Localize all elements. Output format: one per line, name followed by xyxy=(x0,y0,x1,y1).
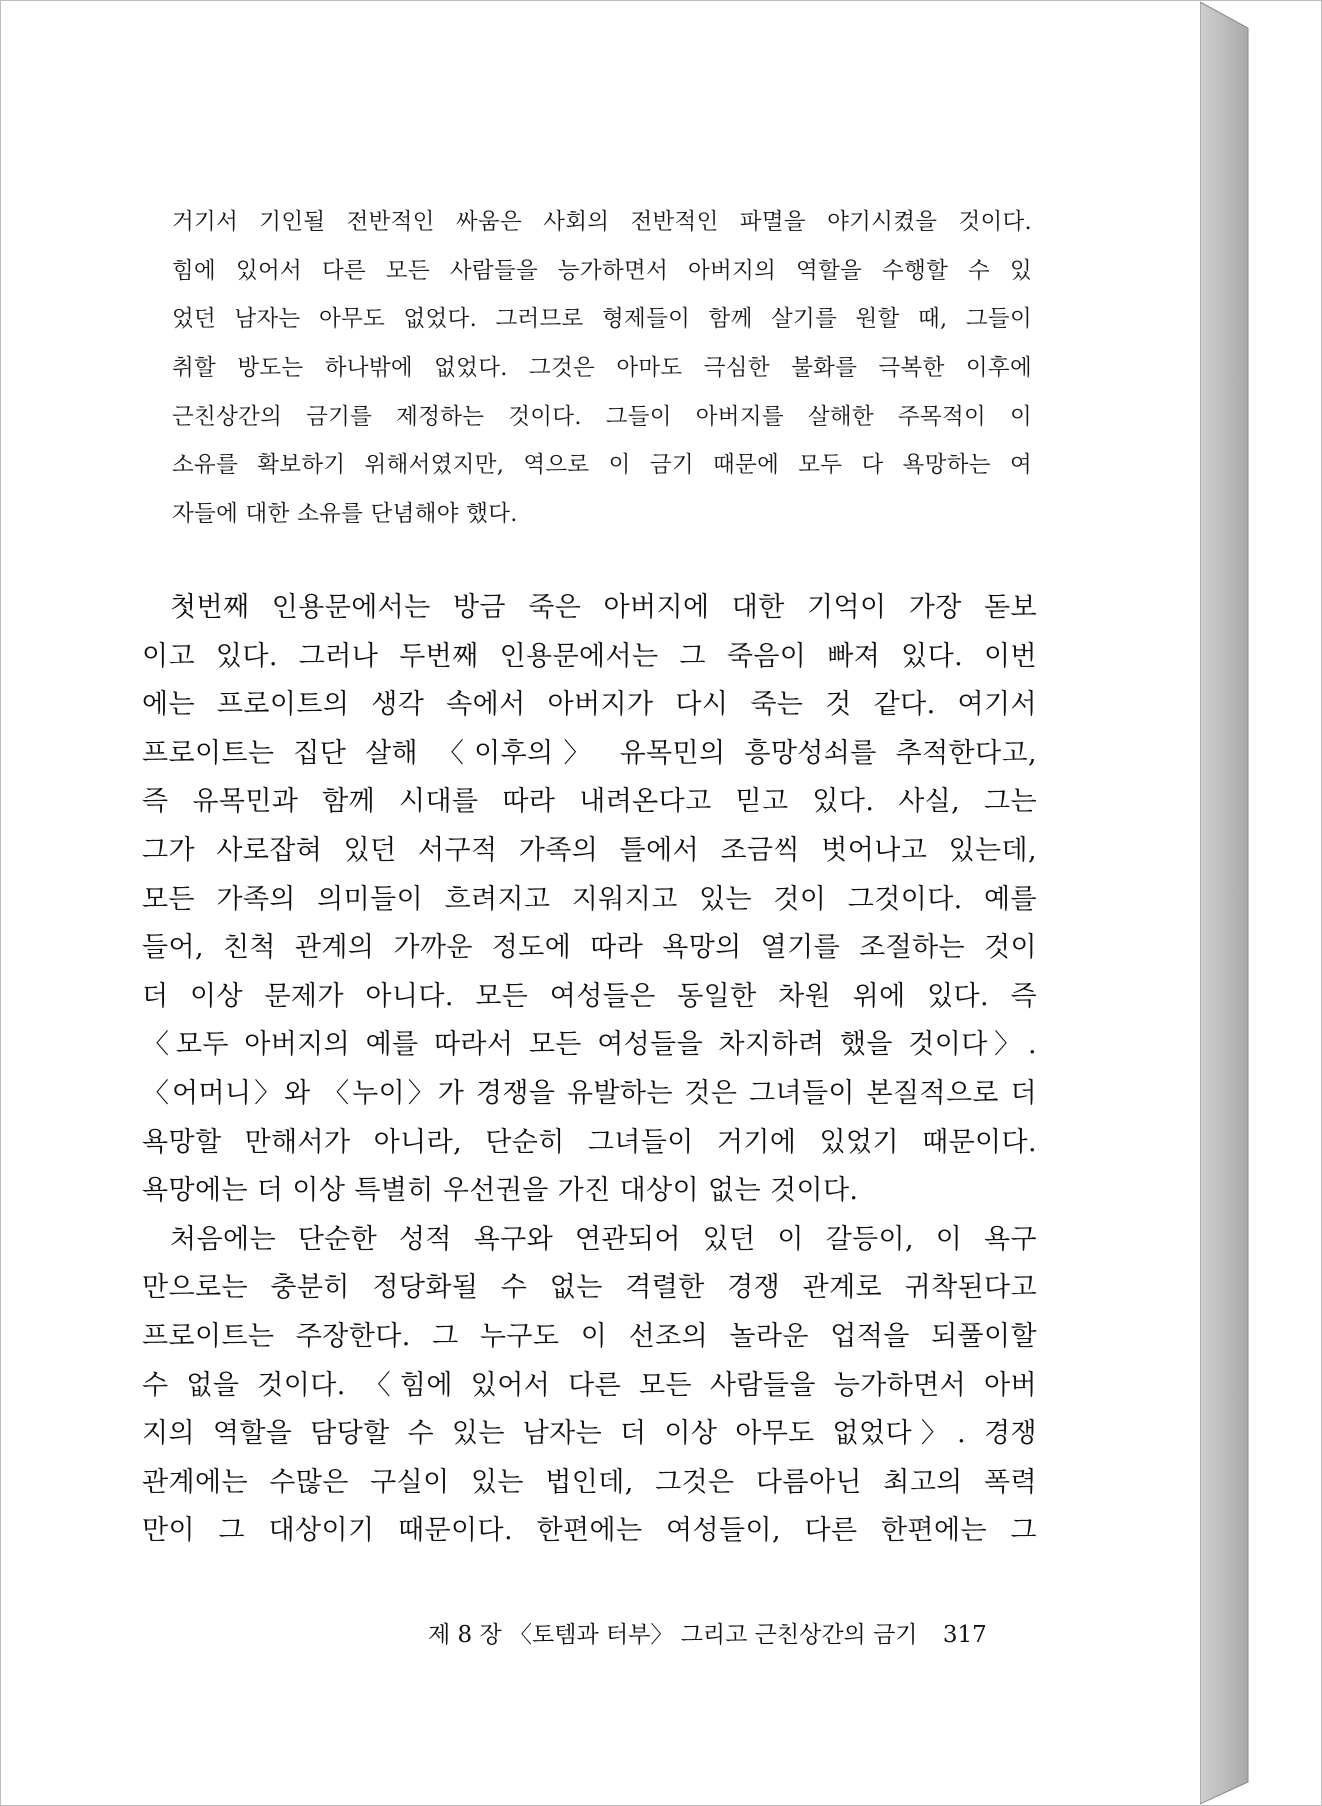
paragraph-line: 들어, 친척 관계의 가까운 정도에 따라 욕망의 열기를 조절하는 것이 xyxy=(142,932,1037,964)
quote-line: 자들에 대한 소유를 단념해야 했다. xyxy=(172,501,518,528)
quote-line: 취할 방도는 하나밖에 없었다. 그것은 아마도 극심한 불화를 극복한 이후에 xyxy=(172,355,1032,382)
paragraph-line: 프로이트는 집단 살해 〈이후의〉 유목민의 흥망성쇠를 추적한다고, xyxy=(142,737,1037,769)
book-page-edge xyxy=(1200,0,1250,1806)
paragraph-line: 관계에는 수많은 구실이 있는 법인데, 그것은 다름아닌 최고의 폭력 xyxy=(142,1466,1037,1498)
quote-line: 근친상간의 금기를 제정하는 것이다. 그들이 아버지를 살해한 주목적이 이 xyxy=(172,403,1032,430)
quote-line: 거기서 기인될 전반적인 싸움은 사회의 전반적인 파멸을 야기시켰을 것이다. xyxy=(172,209,1032,235)
quote-line: 소유를 확보하기 위해서였지만, 역으로 이 금기 때문에 모두 다 욕망하는 여 xyxy=(172,452,1032,479)
paragraph-line: 더 이상 문제가 아니다. 모든 여성들은 동일한 차원 위에 있다. 즉 xyxy=(142,980,1037,1012)
running-footer xyxy=(428,1616,1008,1649)
paragraph-line: 만이 그 대상이기 때문이다. 한편에는 여성들이, 다른 한편에는 그 xyxy=(142,1515,1037,1547)
running-title: 제 8 장 〈토템과 터부〉 그리고 근친상간의 금기 xyxy=(428,1622,918,1648)
paragraph-line: 수 없을 것이다. 〈힘에 있어서 다른 모든 사람들을 능가하면서 아버 xyxy=(142,1369,1037,1401)
paragraph-line: 지의 역할을 담당할 수 있는 남자는 더 이상 아무도 없었다〉. 경쟁 xyxy=(142,1418,1037,1450)
paragraph-line: 욕망할 만해서가 아니라, 단순히 그녀들이 거기에 있었기 때문이다. xyxy=(142,1126,1037,1158)
paragraph-line: 〈모두 아버지의 예를 따라서 모든 여성들을 차지하려 했을 것이다〉. xyxy=(142,1029,1037,1061)
paragraph-line: 만으로는 충분히 정당화될 수 없는 격렬한 경쟁 관계로 귀착된다고 xyxy=(142,1272,1037,1304)
paragraph-line: 〈어머니〉와 〈누이〉가 경쟁을 유발하는 것은 그녀들이 본질적으로 더 xyxy=(142,1077,1037,1109)
paragraph-line: 처음에는 단순한 성적 욕구와 연관되어 있던 이 갈등이, 이 욕구 xyxy=(170,1223,1037,1255)
quote-line: 었던 남자는 아무도 없었다. 그러므로 형제들이 함께 살기를 원할 때, 그들이 xyxy=(172,306,1032,333)
paragraph-line: 그가 사로잡혀 있던 서구적 가족의 틀에서 조금씩 벗어나고 있는데, xyxy=(142,834,1037,866)
quote-line: 힘에 있어서 다른 모든 사람들을 능가하면서 아버지의 역할을 수행할 수 있 xyxy=(172,257,1032,284)
block-quote xyxy=(172,198,1032,539)
paragraph-line: 에는 프로이트의 생각 속에서 아버지가 다시 죽는 것 같다. 여기서 xyxy=(142,689,1037,721)
paragraph-line: 이고 있다. 그러나 두번째 인용문에서는 그 죽음이 빠져 있다. 이번 xyxy=(142,640,1037,672)
paragraph-line: 욕망에는 더 이상 특별히 우선권을 가진 대상이 없는 것이다. xyxy=(142,1175,859,1207)
paragraph-line: 모든 가족의 의미들이 흐려지고 지워지고 있는 것이 그것이다. 예를 xyxy=(142,883,1037,915)
book-page xyxy=(2,2,1201,1802)
paragraph-line: 즉 유목민과 함께 시대를 따라 내려온다고 믿고 있다. 사실, 그는 xyxy=(142,786,1037,818)
paragraph-2 xyxy=(142,1216,1037,1556)
paragraph-1 xyxy=(142,584,1037,1216)
paragraph-line: 프로이트는 주장한다. 그 누구도 이 선조의 놀라운 업적을 되풀이할 xyxy=(142,1320,1037,1352)
body-text xyxy=(142,584,1037,1556)
paragraph-line: 첫번째 인용문에서는 방금 죽은 아버지에 대한 기억이 가장 돋보 xyxy=(170,592,1037,623)
page-number: 317 xyxy=(942,1622,987,1648)
